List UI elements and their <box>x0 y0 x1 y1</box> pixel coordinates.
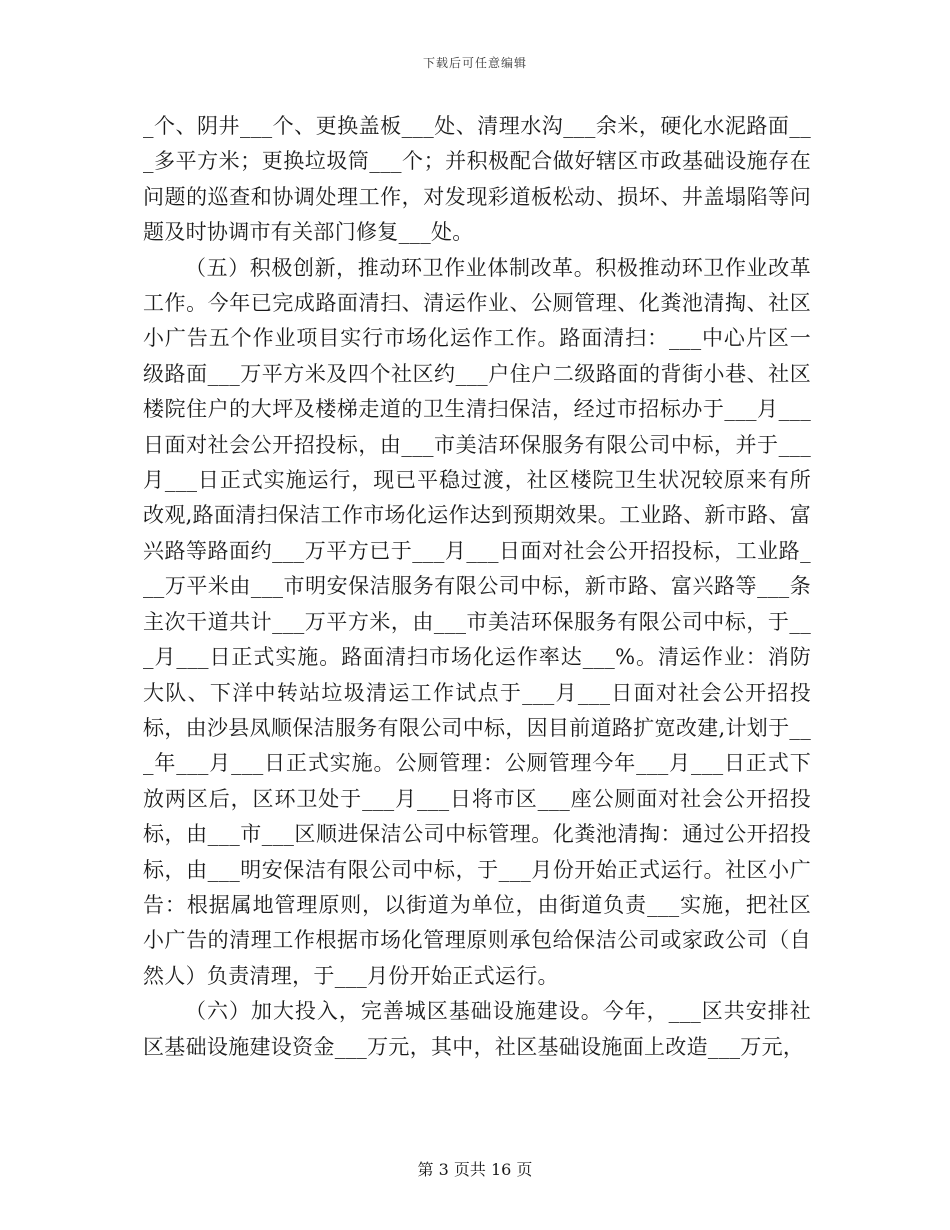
page-footer: 第 3 页共 16 页 <box>417 1160 533 1179</box>
document-body <box>143 109 811 1065</box>
paragraph-section-five: （五）积极创新，推动环卫作业体制改革。积极推动环卫作业改革工作。今年已完成路面清扫、清运作业、公厕管理、化粪池清掏、社区小广告五个作业项目实行市场化运作工作。路面清扫：___中心片区一级路面___万平方米及四个社区约___户住户二级路面的背街小巷、社区楼院住户的大坪及楼梯走道的卫生清扫保洁，经过市招标办于___月___日面对社会公开招投标，由___市美洁环保服务有限公司中标，并于___月___日正式实施运行，现已平稳过渡，社区楼院卫生状况较原来有所改观,路面清扫保洁工作市场化运作达到预期效果。工业路、新市路、富兴路等路面约___万平方已于___月___日面对社会公开招投标，工业路___万平米由___市明安保洁服务有限公司中标，新市路、富兴路等___条主次干道共计___万平方米，由___市美洁环保服务有限公司中标，于___月___日正式实施。路面清扫市场化运作率达___%。清运作业：消防大队、下洋中转站垃圾清运工作试点于___月___日面对社会公开招投标，由沙县凤顺保洁服务有限公司中标，因目前道路扩宽改建,计划于___年___月___日正式实施。公厕管理：公厕管理今年___月___日正式下放两区后，区环卫处于___月___日将市区___座公厕面对社会公开招投标，由___市___区顺进保洁公司中标管理。化粪池清掏：通过公开招投标，由___明安保洁有限公司中标，于___月份开始正式运行。社区小广告：根据属地管理原则，以街道为单位，由街道负责___实施，把社区小广告的清理工作根据市场化管理原则承包给保洁公司或家政公司（自然人）负责清理，于___月份开始正式运行。 <box>143 255 811 988</box>
paragraph-continuation: _个、阴井___个、更换盖板___处、清理水沟___余米，硬化水泥路面___多平方米；更换垃圾筒___个；并积极配合做好辖区市政基础设施存在问题的巡查和协调处理工作，对发现彩道板松动、损坏、井盖塌陷等问题及时协调市有关部门修复___处。 <box>143 114 811 245</box>
page-header: 下载后可任意编辑 <box>422 56 527 70</box>
paragraph-section-six: （六）加大投入，完善城区基础设施建设。今年，___区共安排社区基础设施建设资金___万元，其中，社区基础设施面上改造___万元， <box>143 999 811 1059</box>
